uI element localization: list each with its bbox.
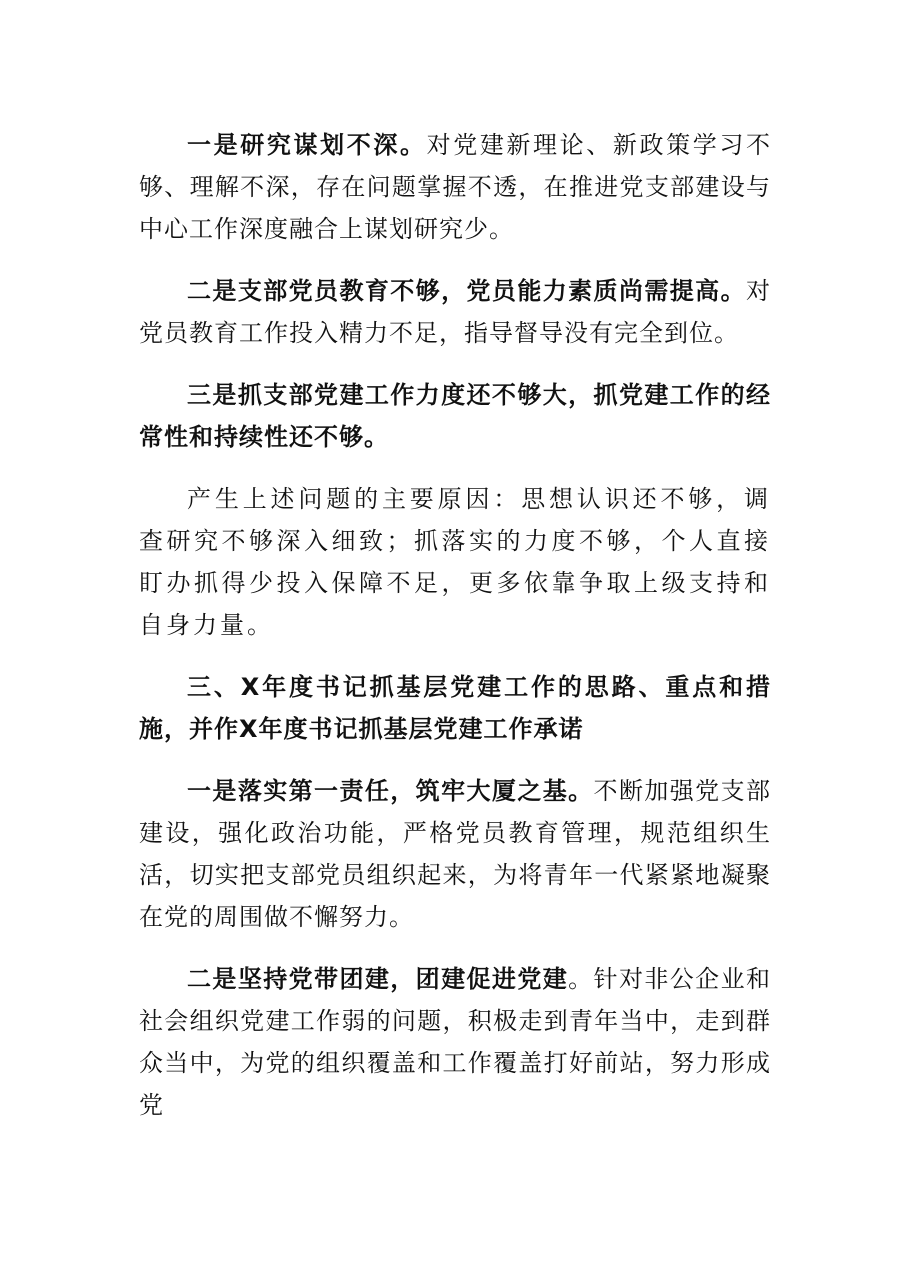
section-heading-3 — [139, 666, 771, 750]
paragraph-3-lead: 三是抓支部党建工作力度还不够大，抓党建工作的经常性和持续性还不够。 — [139, 381, 771, 451]
paragraph-6-text: 不断加强党支部建设，强化政治功能，严格党员教育管理，规范组织生活，切实把支部党员组织起来，为将青年一代紧紧地凝聚在党的周围做不懈努力。 — [139, 777, 772, 931]
paragraph-7-text: 。针对非公企业和社会组织党建工作弱的问题，积极走到青年当中，走到群众当中，为党的组织覆盖和工作覆盖打好前站，努力形成党 — [139, 965, 772, 1119]
paragraph-4-causes — [139, 478, 771, 646]
document-body — [139, 124, 771, 1146]
paragraph-6-lead: 一是落实第一责任，筑牢大厦之基。 — [187, 777, 594, 805]
paragraph-3 — [139, 374, 771, 458]
paragraph-4-text: 产生上述问题的主要原因：思想认识还不够，调查研究不够深入细致；抓落实的力度不够，个人直接盯办抓得少投入保障不足，更多依靠争取上级支持和自身力量。 — [139, 485, 771, 639]
paragraph-2 — [139, 270, 771, 354]
paragraph-6 — [139, 770, 771, 938]
paragraph-1 — [139, 124, 771, 250]
paragraph-7-lead: 二是坚持党带团建，团建促进党建 — [187, 965, 569, 993]
section-heading-3-text: 三、X年度书记抓基层党建工作的思路、重点和措施，并作X年度书记抓基层党建工作承诺 — [139, 673, 771, 743]
paragraph-2-lead: 二是支部党员教育不够，党员能力素质尚需提高。 — [187, 277, 746, 305]
paragraph-1-lead: 一是研究谋划不深。 — [187, 131, 427, 159]
paragraph-7 — [139, 958, 771, 1126]
paragraph-1-text: 对党建新理论、新政策学习不够、理解不深，存在问题掌握不透，在推进党支部建设与中心工作深度融合上谋划研究少。 — [139, 131, 772, 243]
paragraph-2-text: 对党员教育工作投入精力不足，指导督导没有完全到位。 — [139, 277, 771, 347]
